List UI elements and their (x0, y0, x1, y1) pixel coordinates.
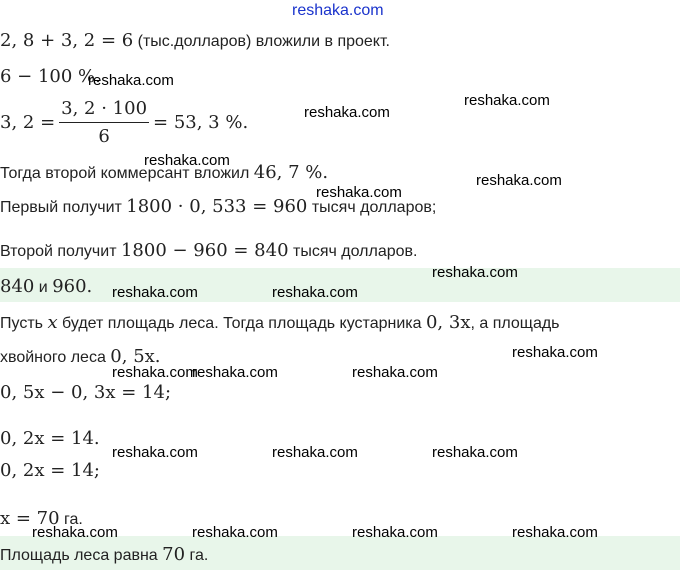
line-percent-base (0, 66, 101, 87)
text: (тыс.долларов) вложили в проект. (133, 33, 390, 50)
math-rhs: = 53, 3 %. (153, 112, 249, 133)
fraction (59, 98, 149, 147)
watermark-top: reshaka.com (292, 2, 384, 19)
text: Пусть (0, 315, 48, 332)
line-let-x (0, 312, 560, 333)
watermark: reshaka.com (144, 152, 230, 169)
text: га. (185, 547, 209, 564)
text: и (34, 279, 53, 296)
text: тысяч долларов; (307, 199, 437, 216)
math-expression: 1800 · 0, 533 = 960 (126, 196, 308, 217)
text: Первый получит (0, 199, 127, 216)
watermark: reshaka.com (88, 72, 174, 89)
watermark: reshaka.com (272, 444, 358, 461)
fraction-denominator: 6 (98, 126, 110, 147)
watermark: reshaka.com (476, 172, 562, 189)
math-expression: 0, 2x = 14. (0, 428, 100, 449)
math-expression: 0, 2x = 14; (0, 460, 100, 481)
text: га. (59, 511, 83, 528)
math-expression: 840 (0, 276, 35, 297)
math-expression: 1800 − 960 = 840 (120, 240, 289, 261)
line-investment-sum (0, 30, 390, 51)
text: Второй получит (0, 243, 121, 260)
text: Тогда второй коммерсант вложил (0, 165, 254, 182)
math-expression: 2, 8 + 3, 2 = 6 (0, 30, 134, 51)
watermark: reshaka.com (352, 524, 438, 541)
watermark: reshaka.com (512, 524, 598, 541)
watermark: reshaka.com (464, 92, 550, 109)
watermark: reshaka.com (112, 444, 198, 461)
line-equation-1 (0, 382, 171, 403)
math-expression: 70 (162, 544, 186, 565)
watermark: reshaka.com (32, 524, 118, 541)
math-expression: 0, 3x (425, 312, 471, 333)
watermark: reshaka.com (112, 364, 198, 381)
line-second-gets (0, 240, 417, 261)
answer-2 (0, 544, 208, 565)
watermark: reshaka.com (352, 364, 438, 381)
fraction-numerator: 3, 2 · 100 (59, 98, 149, 123)
watermark: reshaka.com (192, 524, 278, 541)
watermark: reshaka.com (112, 284, 198, 301)
watermark: reshaka.com (432, 444, 518, 461)
watermark: reshaka.com (192, 364, 278, 381)
math-expression: 960. (52, 276, 93, 297)
math-expression: 0, 5x − 0, 3x = 14; (0, 382, 172, 403)
text: тысяч долларов. (288, 243, 418, 260)
text: Площадь леса равна (0, 547, 163, 564)
answer-1 (0, 276, 92, 297)
math-expression: 46, 7 %. (253, 162, 329, 183)
math-variable: x (47, 312, 58, 333)
line-fraction (0, 98, 248, 147)
math-expression: 0, 5x. (110, 346, 161, 367)
text: будет площадь леса. Тогда площадь кустарника (57, 315, 426, 332)
watermark: reshaka.com (272, 284, 358, 301)
text: , а площадь (470, 315, 560, 332)
watermark: reshaka.com (316, 184, 402, 201)
line-equation-3 (0, 460, 100, 481)
text: хвойного леса (0, 349, 111, 366)
watermark: reshaka.com (304, 104, 390, 121)
math-lhs: 3, 2 = (0, 112, 56, 133)
math-expression: x = 70 (0, 508, 60, 529)
watermark: reshaka.com (512, 344, 598, 361)
line-equation-2 (0, 428, 100, 449)
math-expression: 6 − 100 %. (0, 66, 101, 87)
watermark: reshaka.com (432, 264, 518, 281)
